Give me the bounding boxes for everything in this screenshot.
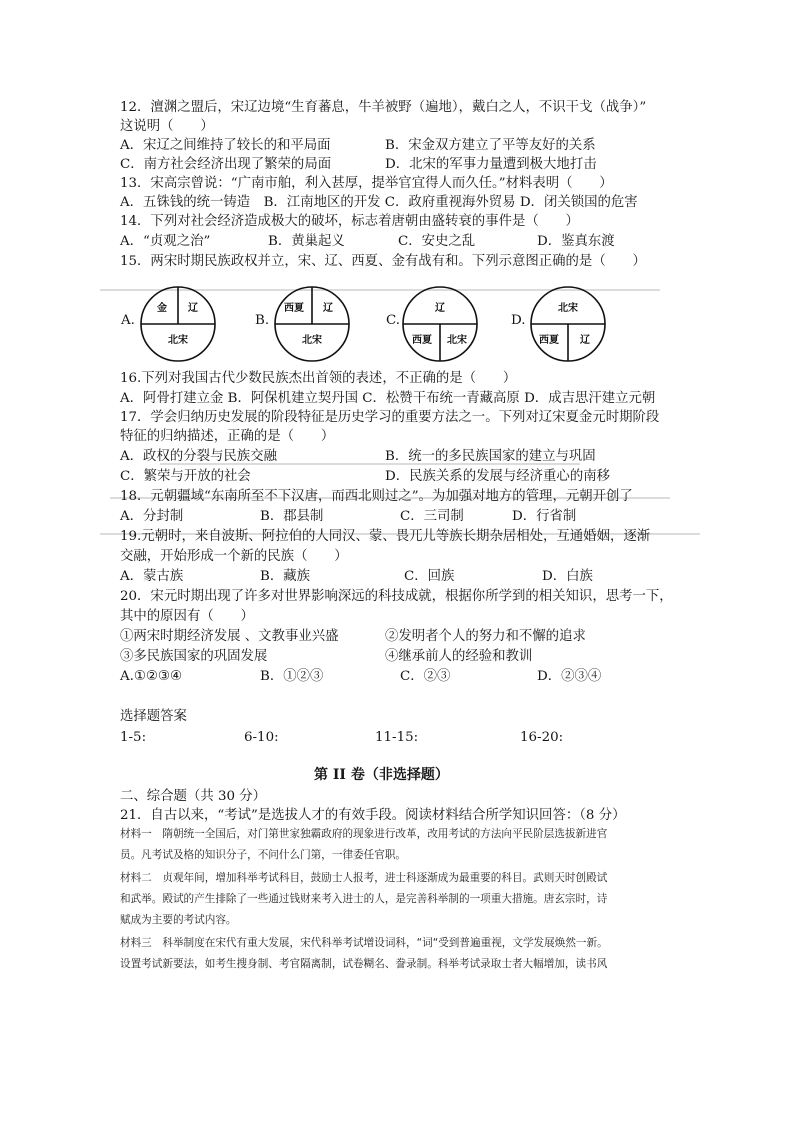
q18-option-d: D．行省制 [512,509,577,524]
q15-option-b-diagram [272,284,352,364]
q17-option-d: D．民族关系的发展与经济重心的南移 [385,469,610,484]
q19-option-a: A．蒙古族 [120,569,184,584]
q14-option-d: D．鉴真东渡 [537,234,615,249]
part2-section-title: 二、综合题（共 30 分） [120,789,267,804]
q15-option-d-letter: D. [511,313,526,328]
q13-options: A．五铢钱的统一铸造 B．江南地区的开发 C．政府重视海外贸易 D．闭关锁国的危害 [120,195,638,210]
q14-stem: 14．下列对社会经济造成极大的破坏，标志着唐朝由盛转衰的事件是（ ） [120,214,579,229]
q18-option-b: B．郡县制 [260,509,324,524]
pie-label: 北宋 [558,303,578,314]
pie-label: 北宋 [302,335,322,346]
part2-title: 第 II 卷（非选择题） [314,767,449,783]
q18-option-a: A．分封制 [120,509,184,524]
pie-label: 辽 [323,303,333,314]
q17-stem-cont: 特征的归纳描述，正确的是（ ） [120,429,335,444]
q19-stem-cont: 交融，开始形成一个新的民族（ ） [120,549,348,564]
pie-label: 西夏 [412,335,432,346]
q20-reason-1: ①两宋时期经济发展 、文教事业兴盛 [120,629,339,644]
answer-range-2[interactable]: 6-10: [244,730,279,745]
q20-reason-4: ④继承前人的经验和教训 [385,649,533,664]
q15-option-a-diagram [138,284,218,364]
q19-option-c: C．回族 [404,569,455,584]
q20-option-a: A.①②③④ [120,669,182,684]
q15-option-a-letter: A. [121,313,135,328]
q19-option-b: B．藏族 [260,569,311,584]
answer-range-3[interactable]: 11-15: [375,730,419,745]
material-1-line-1: 材料一 隋朝统一全国后，对门第世家独霸政府的现象进行改革，改用考试的方法向平民阶层选拔新进官 [120,828,608,840]
q15-option-b-letter: B. [255,313,270,328]
pie-label: 北宋 [447,335,467,346]
q20-option-d: D．②③④ [537,669,602,684]
q12-stem: 12．澶渊之盟后，宋辽边境“生育蕃息，牛羊被野（遍地），戴白之人，不识干戈（战争）” [120,100,647,115]
q13-stem: 13．宋高宗曾说：“广南市舶，利入甚厚，提举官宜得人而久任。”材料表明（ ） [120,176,613,191]
q14-option-c: C．安史之乱 [398,234,476,249]
q14-option-a: A．“贞观之治” [120,234,211,249]
material-1-line-2: 员。凡考试及格的知识分子，不问什么门第，一律委任官职。 [120,849,407,861]
material-2-line-2: 和武举。殿试的产生排除了一些通过钱财来考入进士的人，是完善科举制的一项重大措施。唐玄宗时，诗 [120,893,608,905]
q18-option-c: C．三司制 [400,509,464,524]
q17-option-c: C．繁荣与开放的社会 [120,469,251,484]
pie-label: 辽 [188,303,198,314]
q15-stem: 15．两宋时期民族政权并立，宋、辽、西夏、金有战有和。下列示意图正确的是（ ） [120,254,646,269]
q17-option-b: B．统一的多民族国家的建立与巩固 [385,449,596,464]
pie-label: 金 [157,303,167,314]
q19-stem: 19.元朝时，来自波斯、阿拉伯的人同汉、蒙、畏兀儿等族长期杂居相处，互通婚姻，逐渐 [120,529,651,544]
q20-stem-cont: 其中的原因有（ ） [120,609,254,624]
q20-option-b: B．①②③ [260,669,324,684]
pie-label: 北宋 [168,335,188,346]
q15-option-c-diagram [400,284,480,364]
q14-option-b: B．黄巢起义 [268,234,345,249]
pie-label: 辽 [580,335,590,346]
answer-range-4[interactable]: 16-20: [520,730,564,745]
q15-option-d-diagram [528,284,608,364]
q20-reason-3: ③多民族国家的巩固发展 [120,649,268,664]
material-3-line-1: 材料三 科举制度在宋代有重大发展，宋代科举考试增设词科，“词“受到普遍重视，文学发展焕然一新。 [120,937,608,949]
q17-stem: 17．学会归纳历史发展的阶段特征是历史学习的重要方法之一。下列对辽宋夏金元时期阶段 [120,410,660,425]
answer-area-title: 选择题答案 [120,709,187,724]
q19-option-d: D．白族 [542,569,593,584]
q12-option-a: A．宋辽之间维持了较长的和平局面 [120,138,331,153]
q12-option-d: D．北宋的军事力量遭到极大地打击 [385,157,597,172]
q17-option-a: A．政权的分裂与民族交融 [120,449,277,464]
material-2-line-1: 材料二 贞观年间，增加科举考试科目，鼓励士人报考，进士科逐渐成为最重要的科目。武则天时创殿试 [120,872,608,884]
pie-label: 西夏 [284,303,304,314]
q16-options: A．阿骨打建立金 B．阿保机建立契丹国 C．松赞干布统一青藏高原 D．成吉思汗建立元朝 [120,391,656,406]
q16-stem: 16.下列对我国古代少数民族杰出首领的表述，不正确的是（ ） [120,371,517,386]
pie-label: 辽 [435,303,445,314]
q15-option-c-letter: C. [386,313,401,328]
q21-stem: 21．自古以来，“考试”是选拔人才的有效手段。阅读材料结合所学知识回答：（8 分） [120,808,626,823]
q20-option-c: C．②③ [400,669,451,684]
q18-stem: 18．元朝疆域“东南所至不下汉唐，而西北则过之”。为加强对地方的管理，元朝开创了 [120,489,633,504]
pie-label: 西夏 [539,335,559,346]
q20-stem: 20．宋元时期出现了许多对世界影响深远的科技成就，根据你所学到的相关知识，思考一下， [120,589,673,604]
q20-reason-2: ②发明者个人的努力和不懈的追求 [385,629,586,644]
q12-option-b: B．宋金双方建立了平等友好的关系 [385,138,596,153]
q12-stem-cont: 这说明（ ） [120,119,214,134]
q12-option-c: C．南方社会经济出现了繁荣的局面 [120,157,332,172]
material-3-line-2: 设置考试新要法，如考生搜身制、考官隔离制，试卷糊名、誊录制。科举考试录取士者大幅增加，读书风 [120,958,608,970]
answer-range-1[interactable]: 1-5: [120,730,147,745]
material-2-line-3: 赋成为主要的考试内容。 [120,914,237,926]
